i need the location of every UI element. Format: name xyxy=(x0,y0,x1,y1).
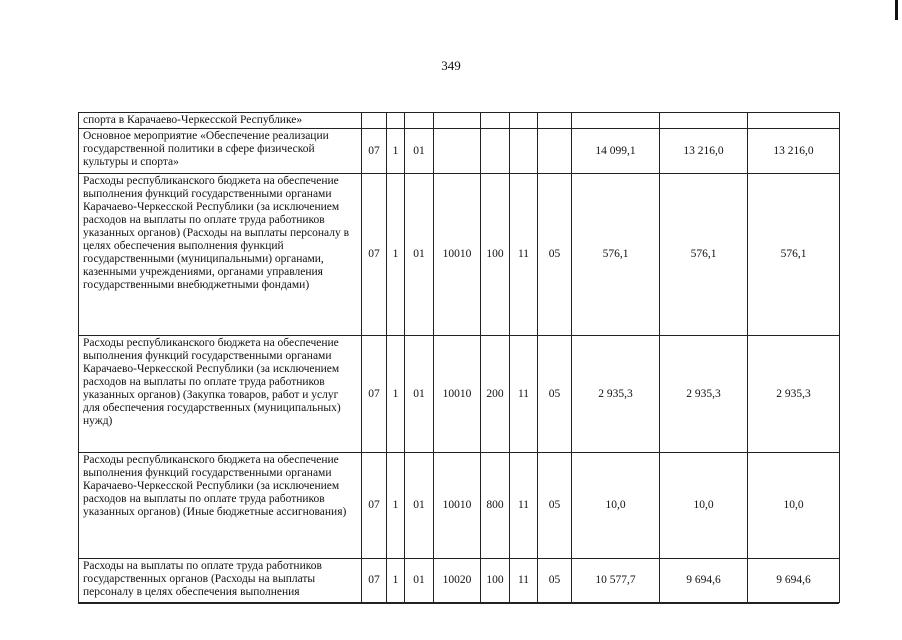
extra-code-cell: 05 xyxy=(538,174,572,336)
value-year2-cell: 13 216,0 xyxy=(660,129,748,174)
value-year1-cell: 10 577,7 xyxy=(572,559,660,603)
description-cell: Расходы на выплаты по оплате труда работников государственных органов (Расходы на выплаты персоналу в целях обеспечения выполнения xyxy=(79,559,362,603)
expense-type-cell: 800 xyxy=(481,453,510,559)
program-code-cell xyxy=(405,113,434,129)
table-bottom-edge xyxy=(78,603,839,604)
direction-code-cell: 10010 xyxy=(434,336,481,453)
value-year2-cell: 576,1 xyxy=(660,174,748,336)
table-row xyxy=(79,174,840,336)
subsection-code-cell: 1 xyxy=(387,336,405,453)
value-year2-cell: 10,0 xyxy=(660,453,748,559)
section-code-cell: 07 xyxy=(362,336,387,453)
section-code-cell: 07 xyxy=(362,559,387,603)
value-year2-cell: 2 935,3 xyxy=(660,336,748,453)
expense-type-cell: 200 xyxy=(481,336,510,453)
direction-code-cell: 10010 xyxy=(434,174,481,336)
value-year2-cell: 9 694,6 xyxy=(660,559,748,603)
value-year2-cell xyxy=(660,113,748,129)
description-cell: Основное мероприятие «Обеспечение реализации государственной политики в сфере физической культуры и спорта» xyxy=(79,129,362,174)
kosgu-cell: 11 xyxy=(510,174,538,336)
extra-code-cell: 05 xyxy=(538,453,572,559)
expense-type-cell: 100 xyxy=(481,559,510,603)
value-year3-cell: 9 694,6 xyxy=(748,559,840,603)
table-body xyxy=(79,113,840,603)
direction-code-cell xyxy=(434,113,481,129)
program-code-cell: 01 xyxy=(405,336,434,453)
page-number: 349 xyxy=(441,58,461,73)
value-year1-cell xyxy=(572,113,660,129)
subsection-code-cell: 1 xyxy=(387,129,405,174)
kosgu-cell xyxy=(510,113,538,129)
extra-code-cell xyxy=(538,113,572,129)
subsection-code-cell: 1 xyxy=(387,174,405,336)
description-cell: Расходы республиканского бюджета на обеспечение выполнения функций государственными органами Карачаево-Черкесской Республики (за исключением расходов на выплаты по оплате труда работников указанных органов) (Закупка товаров, работ и услуг для обеспечения государственных (муниципальных) нужд) xyxy=(79,336,362,453)
table-row xyxy=(79,453,840,559)
direction-code-cell xyxy=(434,129,481,174)
program-code-cell: 01 xyxy=(405,129,434,174)
extra-code-cell xyxy=(538,129,572,174)
subsection-code-cell: 1 xyxy=(387,453,405,559)
expense-type-cell: 100 xyxy=(481,174,510,336)
extra-code-cell: 05 xyxy=(538,559,572,603)
table-row xyxy=(79,336,840,453)
kosgu-cell: 11 xyxy=(510,336,538,453)
section-code-cell: 07 xyxy=(362,453,387,559)
budget-table xyxy=(78,112,840,603)
value-year1-cell: 10,0 xyxy=(572,453,660,559)
value-year3-cell: 10,0 xyxy=(748,453,840,559)
program-code-cell: 01 xyxy=(405,559,434,603)
table-row xyxy=(79,113,840,129)
program-code-cell: 01 xyxy=(405,453,434,559)
expense-type-cell xyxy=(481,129,510,174)
value-year1-cell: 576,1 xyxy=(572,174,660,336)
expense-type-cell xyxy=(481,113,510,129)
subsection-code-cell: 1 xyxy=(387,559,405,603)
value-year3-cell xyxy=(748,113,840,129)
section-code-cell: 07 xyxy=(362,129,387,174)
corner-mark xyxy=(895,0,898,20)
direction-code-cell: 10020 xyxy=(434,559,481,603)
direction-code-cell: 10010 xyxy=(434,453,481,559)
kosgu-cell xyxy=(510,129,538,174)
value-year3-cell: 13 216,0 xyxy=(748,129,840,174)
value-year3-cell: 576,1 xyxy=(748,174,840,336)
subsection-code-cell xyxy=(387,113,405,129)
extra-code-cell: 05 xyxy=(538,336,572,453)
description-cell: спорта в Карачаево-Черкесской Республике» xyxy=(79,113,362,129)
table-row xyxy=(79,559,840,603)
kosgu-cell: 11 xyxy=(510,453,538,559)
table-row xyxy=(79,129,840,174)
value-year3-cell: 2 935,3 xyxy=(748,336,840,453)
section-code-cell xyxy=(362,113,387,129)
value-year1-cell: 14 099,1 xyxy=(572,129,660,174)
description-cell: Расходы республиканского бюджета на обеспечение выполнения функций государственными органами Карачаево-Черкесской Республики (за исключением расходов на выплаты по оплате труда работников указанных органов) (Иные бюджетные ассигнования) xyxy=(79,453,362,559)
program-code-cell: 01 xyxy=(405,174,434,336)
kosgu-cell: 11 xyxy=(510,559,538,603)
section-code-cell: 07 xyxy=(362,174,387,336)
description-cell: Расходы республиканского бюджета на обеспечение выполнения функций государственными органами Карачаево-Черкесской Республики (за исключением расходов на выплаты по оплате труда работников указанных органов) (Расходы на выплаты персоналу в целях обеспечения выполнения функций государственными (муниципальными) органами, казенными учреждениями, органами управления государственными внебюджетными фондами) xyxy=(79,174,362,336)
value-year1-cell: 2 935,3 xyxy=(572,336,660,453)
